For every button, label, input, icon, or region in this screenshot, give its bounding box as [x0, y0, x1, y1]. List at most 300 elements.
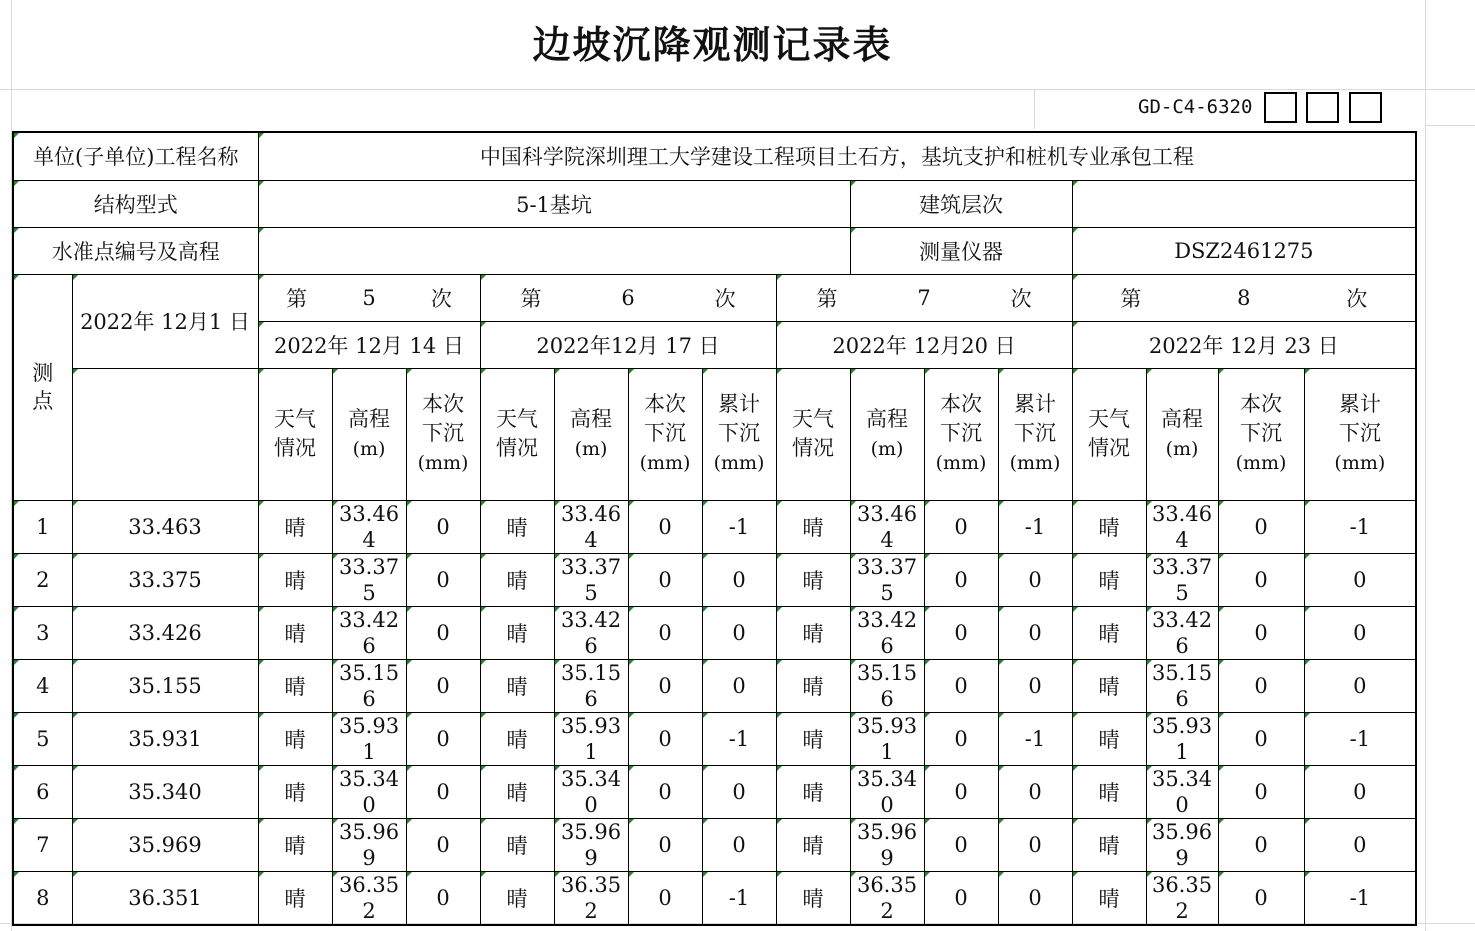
instrument-value[interactable]: DSZ2461275 — [1072, 227, 1416, 274]
this-settle-cell[interactable]: 0 — [406, 500, 480, 553]
cell-marker-icon — [1147, 554, 1152, 559]
cell-marker-icon — [555, 607, 560, 612]
cell-marker-icon — [14, 228, 19, 233]
elevation-cell[interactable]: 35.156 — [332, 659, 406, 712]
this-settle-cell[interactable]: 0 — [1218, 606, 1304, 659]
this-settle-cell[interactable]: 0 — [1218, 765, 1304, 818]
cell-marker-icon — [999, 713, 1004, 718]
cell-marker-icon — [407, 660, 412, 665]
weather-cell[interactable]: 晴 — [258, 553, 332, 606]
elevation-cell[interactable]: 35.931 — [850, 712, 924, 765]
cum-settle-cell[interactable]: 0 — [702, 553, 776, 606]
weather-cell[interactable]: 晴 — [1072, 765, 1146, 818]
elevation-cell[interactable]: 36.352 — [332, 871, 406, 925]
cell-marker-icon — [73, 872, 78, 877]
cell-marker-icon — [999, 369, 1004, 374]
cell-marker-icon — [777, 322, 782, 327]
period-num[interactable]: 7 — [917, 285, 931, 310]
cum-settle-cell[interactable]: 0 — [1304, 659, 1416, 712]
cell-marker-icon — [481, 766, 486, 771]
cell-marker-icon — [1147, 713, 1152, 718]
cum-settle-cell[interactable]: 0 — [1304, 553, 1416, 606]
cell-marker-icon — [851, 228, 856, 233]
weather-cell[interactable]: 晴 — [480, 765, 554, 818]
mm-unit: (mm) — [1334, 452, 1386, 474]
cell-marker-icon — [259, 660, 264, 665]
cell-marker-icon — [407, 554, 412, 559]
cell-marker-icon — [73, 819, 78, 824]
weather-cell[interactable]: 晴 — [480, 553, 554, 606]
period-num[interactable]: 6 — [621, 285, 635, 310]
structure-value[interactable]: 5-1基坑 — [258, 180, 850, 227]
this-settle-cell[interactable]: 0 — [406, 765, 480, 818]
cell-marker-icon — [629, 369, 634, 374]
cell-marker-icon — [481, 322, 486, 327]
elevation-cell[interactable]: 36.352 — [850, 871, 924, 925]
cell-marker-icon — [73, 275, 78, 280]
cell-marker-icon — [481, 872, 486, 877]
period-5-date[interactable]: 2022年 12月 14 日 — [258, 321, 480, 368]
cum-settle-cell[interactable]: -1 — [998, 712, 1072, 765]
checkbox-2[interactable] — [1306, 92, 1339, 123]
checkbox-1[interactable] — [1264, 92, 1297, 123]
point-id[interactable]: 2 — [13, 553, 72, 606]
elevation-cell[interactable]: 33.375 — [332, 553, 406, 606]
cell-marker-icon — [851, 181, 856, 186]
cell-marker-icon — [777, 713, 782, 718]
cell-marker-icon — [73, 713, 78, 718]
point-id[interactable]: 4 — [13, 659, 72, 712]
instrument-label: 测量仪器 — [850, 227, 1072, 274]
table-row — [13, 606, 1416, 659]
this-settle-cell[interactable]: 0 — [406, 712, 480, 765]
elevation-cell[interactable]: 33.464 — [554, 500, 628, 553]
cum-settle-cell[interactable]: 0 — [702, 659, 776, 712]
this-settle-col-header — [924, 368, 998, 500]
cell-marker-icon — [555, 369, 560, 374]
record-table — [12, 131, 1417, 926]
cell-marker-icon — [925, 713, 930, 718]
weather-cell[interactable]: 晴 — [1072, 712, 1146, 765]
this-settle-cell[interactable]: 0 — [628, 606, 702, 659]
weather-cell[interactable]: 晴 — [1072, 606, 1146, 659]
benchmark-value[interactable] — [258, 227, 850, 274]
period-num[interactable]: 5 — [362, 285, 376, 310]
weather-cell[interactable]: 晴 — [480, 818, 554, 871]
cell-marker-icon — [999, 501, 1004, 506]
this-settle-cell[interactable]: 0 — [628, 818, 702, 871]
cell-marker-icon — [1073, 501, 1078, 506]
weather-col-header — [776, 368, 850, 500]
elevation-cell[interactable]: 33.464 — [332, 500, 406, 553]
cum-settle-cell[interactable]: 0 — [998, 871, 1072, 925]
weather-cell[interactable]: 晴 — [1072, 871, 1146, 925]
cell-marker-icon — [1073, 766, 1078, 771]
elevation-cell[interactable]: 33.375 — [1146, 553, 1218, 606]
this-settle-cell[interactable]: 0 — [406, 553, 480, 606]
initial-elevation[interactable]: 33.463 — [72, 500, 258, 553]
elevation-col-header — [332, 368, 406, 500]
cell-marker-icon — [629, 766, 634, 771]
cell-marker-icon — [777, 872, 782, 877]
elevation-cell[interactable]: 33.375 — [554, 553, 628, 606]
this-settle-cell[interactable]: 0 — [628, 659, 702, 712]
cell-marker-icon — [777, 501, 782, 506]
this-settle-header: 本次下沉 — [644, 392, 687, 445]
weather-cell[interactable]: 晴 — [776, 818, 850, 871]
cell-marker-icon — [1147, 369, 1152, 374]
cell-marker-icon — [259, 133, 264, 138]
cell-marker-icon — [333, 872, 338, 877]
weather-cell[interactable]: 晴 — [258, 659, 332, 712]
this-settle-cell[interactable]: 0 — [1218, 659, 1304, 712]
cell-marker-icon — [1073, 554, 1078, 559]
elevation-cell[interactable]: 35.931 — [1146, 712, 1218, 765]
elevation-header: 高程 — [570, 406, 613, 431]
cell-marker-icon — [1305, 607, 1310, 612]
cum-settle-cell[interactable]: 0 — [998, 818, 1072, 871]
cell-marker-icon — [851, 554, 856, 559]
initial-blank — [72, 368, 258, 500]
cum-settle-cell[interactable]: 0 — [702, 606, 776, 659]
cell-marker-icon — [1073, 713, 1078, 718]
weather-cell[interactable]: 晴 — [258, 606, 332, 659]
this-settle-header: 本次下沉 — [940, 392, 983, 445]
point-id[interactable]: 5 — [13, 712, 72, 765]
weather-cell[interactable]: 晴 — [480, 606, 554, 659]
weather-col-header — [480, 368, 554, 500]
weather-cell[interactable]: 晴 — [480, 659, 554, 712]
this-settle-cell[interactable]: 0 — [406, 659, 480, 712]
elevation-cell[interactable]: 33.426 — [1146, 606, 1218, 659]
weather-cell[interactable]: 晴 — [1072, 659, 1146, 712]
point-id[interactable]: 6 — [13, 765, 72, 818]
weather-cell[interactable]: 晴 — [776, 659, 850, 712]
cell-marker-icon — [777, 607, 782, 612]
cell-marker-icon — [1219, 766, 1224, 771]
weather-cell[interactable]: 晴 — [258, 765, 332, 818]
cell-marker-icon — [703, 607, 708, 612]
cell-marker-icon — [703, 660, 708, 665]
cell-marker-icon — [999, 660, 1004, 665]
weather-cell[interactable]: 晴 — [776, 765, 850, 818]
elevation-cell[interactable]: 35.340 — [850, 765, 924, 818]
cum-settle-cell[interactable]: 0 — [998, 765, 1072, 818]
cell-marker-icon — [481, 501, 486, 506]
period-ci: 次 — [714, 286, 736, 311]
cell-marker-icon — [333, 766, 338, 771]
weather-cell[interactable]: 晴 — [776, 606, 850, 659]
floor-label: 建筑层次 — [850, 180, 1072, 227]
weather-cell[interactable]: 晴 — [1072, 500, 1146, 553]
cell-marker-icon — [703, 766, 708, 771]
elevation-unit: (m) — [574, 437, 608, 460]
cell-marker-icon — [1073, 872, 1078, 877]
weather-cell[interactable]: 晴 — [480, 712, 554, 765]
elevation-cell[interactable]: 33.375 — [850, 553, 924, 606]
period-num[interactable]: 8 — [1237, 285, 1251, 310]
cell-marker-icon — [777, 660, 782, 665]
cell-marker-icon — [703, 501, 708, 506]
cell-marker-icon — [73, 660, 78, 665]
this-settle-cell[interactable]: 0 — [924, 606, 998, 659]
initial-elevation[interactable]: 33.375 — [72, 553, 258, 606]
this-settle-cell[interactable]: 0 — [1218, 500, 1304, 553]
cell-marker-icon — [703, 713, 708, 718]
weather-cell[interactable]: 晴 — [776, 712, 850, 765]
period-8-date[interactable]: 2022年 12月 23 日 — [1072, 321, 1416, 368]
weather-cell[interactable]: 晴 — [258, 818, 332, 871]
cell-marker-icon — [1305, 369, 1310, 374]
elevation-cell[interactable]: 35.931 — [332, 712, 406, 765]
cell-marker-icon — [777, 554, 782, 559]
cell-marker-icon — [73, 766, 78, 771]
cell-marker-icon — [555, 501, 560, 506]
weather-cell[interactable]: 晴 — [480, 500, 554, 553]
floor-value[interactable] — [1072, 180, 1416, 227]
cell-marker-icon — [999, 872, 1004, 877]
cum-settle-cell[interactable]: -1 — [1304, 871, 1416, 925]
mm-unit: (mm) — [1235, 452, 1287, 474]
cell-marker-icon — [481, 713, 486, 718]
elevation-cell[interactable]: 35.969 — [1146, 818, 1218, 871]
elevation-cell[interactable]: 35.969 — [554, 818, 628, 871]
cell-marker-icon — [481, 554, 486, 559]
elevation-col-header — [1146, 368, 1218, 500]
cell-marker-icon — [1073, 369, 1078, 374]
cum-settle-cell[interactable]: -1 — [1304, 712, 1416, 765]
cum-settle-cell[interactable]: -1 — [702, 712, 776, 765]
cell-marker-icon — [259, 872, 264, 877]
weather-cell[interactable]: 晴 — [258, 871, 332, 925]
point-label — [13, 274, 72, 500]
cell-marker-icon — [555, 713, 560, 718]
cum-settle-cell[interactable]: 0 — [702, 765, 776, 818]
this-settle-cell[interactable]: 0 — [1218, 818, 1304, 871]
period-7-count — [776, 274, 1072, 321]
elevation-cell[interactable]: 33.464 — [850, 500, 924, 553]
initial-elevation[interactable]: 35.340 — [72, 765, 258, 818]
elevation-cell[interactable]: 35.340 — [1146, 765, 1218, 818]
weather-cell[interactable]: 晴 — [258, 500, 332, 553]
cell-marker-icon — [1305, 872, 1310, 877]
cell-marker-icon — [555, 872, 560, 877]
elevation-cell[interactable]: 35.931 — [554, 712, 628, 765]
cell-marker-icon — [777, 819, 782, 824]
point-id[interactable]: 8 — [13, 871, 72, 925]
cum-settle-cell[interactable]: 0 — [998, 659, 1072, 712]
weather-col-header — [258, 368, 332, 500]
weather-cell[interactable]: 晴 — [1072, 553, 1146, 606]
form-code: GD-C4-6320 — [1138, 96, 1253, 118]
cell-marker-icon — [925, 766, 930, 771]
cell-marker-icon — [1073, 181, 1078, 186]
table-row — [13, 818, 1416, 871]
elevation-col-header — [850, 368, 924, 500]
gridline — [1425, 125, 1475, 126]
cum-settle-cell[interactable]: -1 — [998, 500, 1072, 553]
cell-marker-icon — [407, 872, 412, 877]
initial-elevation[interactable]: 36.351 — [72, 871, 258, 925]
cell-marker-icon — [1219, 872, 1224, 877]
point-id[interactable]: 7 — [13, 818, 72, 871]
cum-settle-cell[interactable]: -1 — [1304, 500, 1416, 553]
elevation-cell[interactable]: 33.426 — [554, 606, 628, 659]
cell-marker-icon — [14, 766, 19, 771]
weather-cell[interactable]: 晴 — [258, 712, 332, 765]
table-row — [13, 712, 1416, 765]
period-di: 第 — [1120, 286, 1142, 311]
cum-settle-cell[interactable]: 0 — [1304, 818, 1416, 871]
cum-settle-cell[interactable]: -1 — [702, 500, 776, 553]
this-settle-cell[interactable]: 0 — [924, 553, 998, 606]
initial-elevation[interactable]: 35.931 — [72, 712, 258, 765]
cell-marker-icon — [259, 322, 264, 327]
this-settle-cell[interactable]: 0 — [924, 659, 998, 712]
elevation-unit: (m) — [870, 437, 904, 460]
this-settle-col-header — [628, 368, 702, 500]
cum-settle-header: 累计下沉 — [1338, 392, 1381, 445]
cell-marker-icon — [333, 554, 338, 559]
elevation-cell[interactable]: 35.969 — [332, 818, 406, 871]
this-settle-cell[interactable]: 0 — [628, 500, 702, 553]
cell-marker-icon — [407, 766, 412, 771]
checkbox-3[interactable] — [1349, 92, 1382, 123]
cell-marker-icon — [1147, 607, 1152, 612]
cell-marker-icon — [1073, 607, 1078, 612]
this-settle-cell[interactable]: 0 — [406, 606, 480, 659]
cell-marker-icon — [629, 607, 634, 612]
this-settle-header: 本次下沉 — [422, 392, 465, 445]
cell-marker-icon — [925, 554, 930, 559]
cell-marker-icon — [925, 819, 930, 824]
this-settle-cell[interactable]: 0 — [406, 871, 480, 925]
cell-marker-icon — [703, 369, 708, 374]
cell-marker-icon — [999, 554, 1004, 559]
elevation-cell[interactable]: 33.426 — [850, 606, 924, 659]
cum-settle-cell[interactable]: 0 — [1304, 765, 1416, 818]
cell-marker-icon — [14, 275, 19, 280]
weather-cell[interactable]: 晴 — [776, 871, 850, 925]
this-settle-cell[interactable]: 0 — [924, 712, 998, 765]
weather-cell[interactable]: 晴 — [776, 500, 850, 553]
period-di: 第 — [286, 286, 308, 311]
this-settle-cell[interactable]: 0 — [924, 765, 998, 818]
elevation-cell[interactable]: 35.156 — [554, 659, 628, 712]
cell-marker-icon — [629, 872, 634, 877]
cum-settle-cell[interactable]: 0 — [702, 818, 776, 871]
period-ci: 次 — [1010, 286, 1032, 311]
cell-marker-icon — [851, 872, 856, 877]
initial-elevation[interactable]: 35.155 — [72, 659, 258, 712]
cell-marker-icon — [1219, 369, 1224, 374]
weather-cell[interactable]: 晴 — [776, 553, 850, 606]
cum-settle-header: 累计下沉 — [1014, 392, 1057, 445]
cell-marker-icon — [999, 607, 1004, 612]
point-id[interactable]: 1 — [13, 500, 72, 553]
this-settle-cell[interactable]: 0 — [628, 553, 702, 606]
cum-settle-cell[interactable]: 0 — [998, 553, 1072, 606]
this-settle-cell[interactable]: 0 — [924, 500, 998, 553]
cell-marker-icon — [407, 713, 412, 718]
period-6-date[interactable]: 2022年12月 17 日 — [480, 321, 776, 368]
elevation-cell[interactable]: 33.464 — [1146, 500, 1218, 553]
elevation-header: 高程 — [348, 406, 391, 431]
elevation-cell[interactable]: 35.156 — [1146, 659, 1218, 712]
elevation-cell[interactable]: 33.426 — [332, 606, 406, 659]
this-settle-col-header — [406, 368, 480, 500]
mm-unit: (mm) — [639, 452, 691, 474]
cell-marker-icon — [999, 819, 1004, 824]
point-id[interactable]: 3 — [13, 606, 72, 659]
elevation-cell[interactable]: 35.156 — [850, 659, 924, 712]
cell-marker-icon — [14, 133, 19, 138]
cell-marker-icon — [14, 607, 19, 612]
cell-marker-icon — [1305, 660, 1310, 665]
weather-col-header — [1072, 368, 1146, 500]
cell-marker-icon — [481, 660, 486, 665]
cell-marker-icon — [629, 554, 634, 559]
cell-marker-icon — [1305, 713, 1310, 718]
this-settle-cell[interactable]: 0 — [924, 871, 998, 925]
cell-marker-icon — [333, 607, 338, 612]
elevation-header: 高程 — [1161, 406, 1204, 431]
cell-marker-icon — [73, 369, 78, 374]
cell-marker-icon — [14, 660, 19, 665]
this-settle-cell[interactable]: 0 — [1218, 712, 1304, 765]
cell-marker-icon — [1147, 819, 1152, 824]
weather-cell[interactable]: 晴 — [480, 871, 554, 925]
cell-marker-icon — [73, 554, 78, 559]
elevation-cell[interactable]: 35.969 — [850, 818, 924, 871]
mm-unit: (mm) — [1009, 452, 1061, 474]
weather-header: 天气情况 — [1088, 407, 1131, 460]
period-7-date[interactable]: 2022年 12月20 日 — [776, 321, 1072, 368]
cum-settle-cell[interactable]: 0 — [998, 606, 1072, 659]
cum-settle-cell[interactable]: 0 — [1304, 606, 1416, 659]
initial-elevation[interactable]: 33.426 — [72, 606, 258, 659]
weather-cell[interactable]: 晴 — [1072, 818, 1146, 871]
initial-elevation[interactable]: 35.969 — [72, 818, 258, 871]
elevation-unit: (m) — [1165, 437, 1199, 460]
cell-marker-icon — [259, 607, 264, 612]
initial-date[interactable]: 2022年 12月1 日 — [72, 274, 258, 368]
cell-marker-icon — [259, 819, 264, 824]
cum-settle-cell[interactable]: -1 — [702, 871, 776, 925]
this-settle-cell[interactable]: 0 — [1218, 871, 1304, 925]
elevation-header: 高程 — [866, 406, 909, 431]
this-settle-cell[interactable]: 0 — [406, 818, 480, 871]
project-name[interactable]: 中国科学院深圳理工大学建设工程项目土石方，基坑支护和桩机专业承包工程 — [258, 132, 1416, 180]
cell-marker-icon — [14, 713, 19, 718]
elevation-cell[interactable]: 36.352 — [1146, 871, 1218, 925]
elevation-cell[interactable]: 35.340 — [332, 765, 406, 818]
elevation-cell[interactable]: 35.340 — [554, 765, 628, 818]
this-settle-cell[interactable]: 0 — [924, 818, 998, 871]
cell-marker-icon — [851, 369, 856, 374]
this-settle-cell[interactable]: 0 — [628, 765, 702, 818]
cell-marker-icon — [925, 660, 930, 665]
cell-marker-icon — [407, 607, 412, 612]
elevation-unit: (m) — [352, 437, 386, 460]
this-settle-cell[interactable]: 0 — [1218, 553, 1304, 606]
cell-marker-icon — [1305, 554, 1310, 559]
cell-marker-icon — [333, 501, 338, 506]
elevation-cell[interactable]: 36.352 — [554, 871, 628, 925]
cell-marker-icon — [73, 607, 78, 612]
this-settle-cell[interactable]: 0 — [628, 871, 702, 925]
this-settle-cell[interactable]: 0 — [628, 712, 702, 765]
